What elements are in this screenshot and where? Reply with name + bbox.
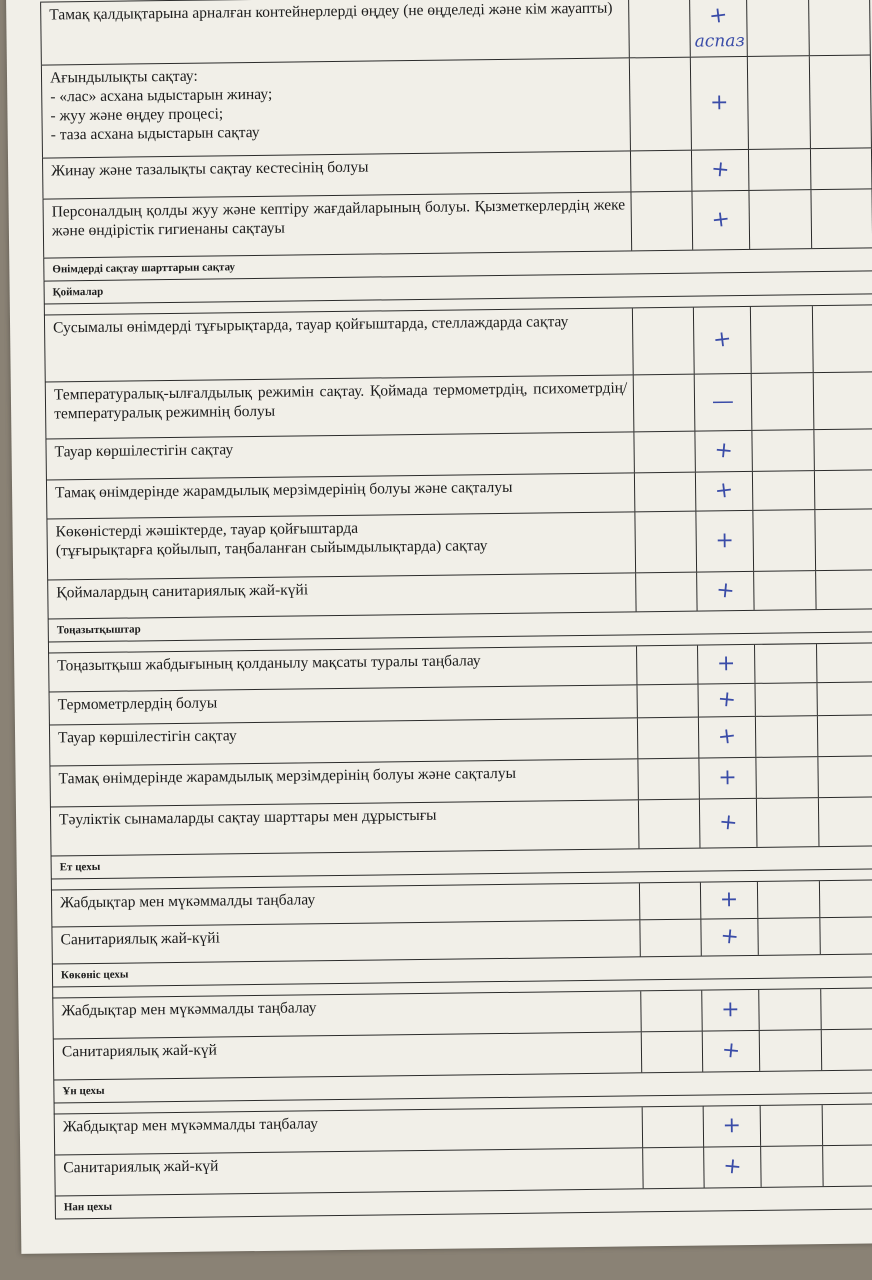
empty-cell (754, 683, 817, 716)
empty-cell (821, 1029, 872, 1070)
empty-cell (638, 759, 699, 800)
empty-cell (748, 149, 811, 190)
empty-cell (755, 757, 818, 798)
empty-cell (633, 375, 694, 432)
handwritten-mark: + (720, 1037, 742, 1065)
requirement-text: Санитариялық жай-күйі (51, 920, 640, 963)
requirement-text: Сусымалы өнімдерді тұғырықтарда, тауар қойғыштарда, стеллаждарда сақтау (44, 308, 633, 381)
handwritten-mark: + (719, 887, 739, 913)
handwritten-mark: + (713, 477, 735, 505)
empty-cell (750, 373, 813, 430)
empty-cell (758, 1030, 821, 1071)
mark-cell (692, 191, 749, 250)
empty-cell (632, 308, 693, 375)
empty-cell (818, 756, 872, 797)
section-title: Қоймалар (44, 271, 872, 303)
empty-cell (630, 151, 691, 192)
table-row (44, 305, 872, 382)
empty-cell (811, 189, 872, 248)
empty-cell (641, 991, 702, 1032)
handwritten-mark: + (722, 1113, 742, 1139)
requirement-text: Тауар көршілестігін сақтау (49, 718, 638, 765)
section-title: Ет цехы (51, 846, 872, 878)
handwritten-mark: + (718, 765, 737, 791)
handwritten-note: аспаз (694, 30, 745, 52)
empty-cell (751, 430, 814, 471)
requirement-text: Тоңазытқыш жабдығының қолданылу мақсаты туралы таңбалау (48, 646, 637, 691)
empty-cell (757, 881, 820, 918)
empty-cell (748, 190, 811, 249)
mark-cell (700, 919, 757, 956)
empty-cell (637, 718, 698, 759)
empty-cell (757, 918, 820, 955)
empty-cell (752, 471, 815, 510)
handwritten-mark: + (719, 923, 740, 951)
empty-cell (641, 1032, 702, 1073)
empty-cell (637, 685, 698, 718)
handwritten-mark: + (714, 577, 736, 605)
table-row (45, 372, 872, 439)
paper-sheet (6, 0, 872, 1254)
empty-cell (747, 56, 811, 149)
empty-cell (639, 883, 700, 920)
empty-cell (820, 917, 872, 954)
empty-cell (818, 797, 872, 846)
mark-cell (698, 684, 755, 717)
empty-cell (815, 570, 872, 609)
mark-cell (699, 799, 756, 848)
section-title: Өнімдерді сақтау шарттарын сақтау (43, 248, 872, 280)
empty-cell (643, 1148, 704, 1189)
requirement-text: Жабдықтар мен мүкәммалды таңбалау (51, 883, 640, 926)
empty-cell (753, 571, 816, 610)
table-row (41, 55, 872, 158)
empty-cell (755, 716, 818, 757)
empty-cell (817, 715, 872, 756)
empty-cell (750, 306, 813, 373)
empty-cell (758, 989, 821, 1030)
empty-cell (642, 1107, 703, 1148)
requirement-text: Қоймалардың санитариялық жай-күйі (47, 573, 636, 618)
mark-cell (701, 990, 758, 1031)
empty-cell (631, 192, 692, 251)
empty-cell (756, 798, 819, 847)
section-title: Тоңазытқыштар (48, 609, 872, 641)
empty-cell (809, 55, 872, 148)
empty-cell (759, 1105, 822, 1146)
mark-cell (703, 1106, 760, 1147)
handwritten-mark: + (716, 723, 738, 751)
mark-cell (689, 0, 746, 57)
handwritten-mark: + (715, 528, 735, 554)
requirement-text: Тамақ өнімдерінде жарамдылық мерзімдерінің болуы және сақталуы (49, 759, 638, 806)
requirement-text: Тауар көршілестігін сақтау (45, 432, 634, 479)
requirement-text: Температуралық-ылғалдылық режимін сақтау. Қоймада термометрдің, психометрдің/температуралық режимнің болуы (45, 375, 634, 438)
empty-cell (817, 682, 872, 715)
handwritten-mark: + (713, 437, 734, 465)
empty-cell (819, 880, 872, 917)
mark-cell (691, 150, 748, 191)
checklist-table (40, 0, 872, 1219)
section-title: Ұн цехы (53, 1070, 872, 1102)
section-title: Нан цехы (55, 1186, 872, 1218)
empty-cell (640, 920, 701, 957)
empty-cell (746, 0, 809, 56)
mark-cell (696, 572, 753, 611)
handwritten-mark: + (717, 809, 739, 837)
handwritten-mark: + (711, 326, 733, 354)
mark-cell (695, 511, 752, 572)
requirement-text: Санитариялық жай-күй (54, 1148, 643, 1195)
table-row (46, 509, 872, 580)
table-row (40, 0, 871, 66)
mark-cell (703, 1147, 760, 1188)
handwritten-mark: + (709, 90, 729, 116)
requirement-text: Жабдықтар мен мүкәммалды таңбалау (52, 991, 641, 1038)
empty-cell (814, 429, 872, 470)
handwritten-mark: + (716, 651, 736, 677)
handwritten-mark: + (720, 997, 740, 1023)
mark-cell (702, 1031, 759, 1072)
empty-cell (629, 0, 690, 57)
empty-cell (814, 470, 872, 509)
mark-cell (700, 882, 757, 919)
empty-cell (634, 432, 695, 473)
empty-cell (810, 148, 872, 189)
handwritten-mark: + (716, 686, 737, 714)
empty-cell (638, 800, 699, 849)
requirement-text: Тамақ қалдықтарына арналған контейнерлерді өңдеу (не өңделеді және кім жауапты) (40, 0, 629, 65)
requirement-text: Тамақ өнімдерінде жарамдылық мерзімдерінің болуы және сақталуы (46, 473, 635, 518)
requirement-text: Жабдықтар мен мүкәммалды таңбалау (54, 1107, 643, 1154)
handwritten-mark: + (707, 2, 729, 29)
mark-cell (695, 472, 752, 511)
empty-cell (812, 305, 872, 372)
empty-cell (822, 1145, 872, 1186)
table-row (43, 189, 872, 258)
empty-cell (636, 646, 697, 685)
mark-cell (690, 57, 748, 150)
empty-cell (822, 1104, 872, 1145)
section-title: Көкөніс цехы (52, 954, 872, 986)
handwritten-mark: + (709, 156, 731, 184)
requirement-text: Тәуліктік сынамаларды сақтау шарттары мен дұрыстығы (50, 800, 639, 855)
empty-cell (636, 573, 697, 612)
empty-cell (752, 510, 815, 571)
requirement-text: Көкөністерді жәшіктерде, тауар қойғыштарда (тұғырықтарға қойылып, таңбаланған сыйымдылықтарда) сақтау (46, 512, 635, 579)
empty-cell (815, 509, 872, 570)
handwritten-mark: + (710, 206, 732, 234)
requirement-text: Ағындылықты сақтау: - «лас» асхана ыдыстарын жинау; - жуу және өңдеу процесі; - таза асхана ыдыстарын сақтау (41, 58, 631, 157)
empty-cell (629, 58, 691, 151)
empty-cell (635, 512, 696, 573)
mark-cell (693, 307, 750, 374)
mark-cell (694, 374, 751, 431)
empty-cell (808, 0, 870, 55)
empty-cell (821, 988, 872, 1029)
empty-cell (816, 643, 872, 682)
empty-cell (634, 473, 695, 512)
requirement-text: Жинау және тазалықты сақтау кестесінің болуы (42, 151, 631, 198)
requirement-text: Персоналдың қолды жуу және кептіру жағдайларының болуы. Қызметкерлердің жеке және өндірістік гигиенаны сақтауы (43, 192, 632, 257)
empty-cell (754, 644, 817, 683)
mark-cell (697, 645, 754, 684)
mark-cell (698, 717, 755, 758)
mark-cell (698, 758, 755, 799)
empty-cell (760, 1146, 823, 1187)
handwritten-mark: — (711, 389, 735, 415)
empty-cell (813, 372, 872, 429)
handwritten-mark: + (722, 1153, 743, 1181)
requirement-text: Санитариялық жай-күй (53, 1032, 642, 1079)
mark-cell (694, 431, 751, 472)
requirement-text: Термометрлердің болуы (49, 685, 638, 724)
